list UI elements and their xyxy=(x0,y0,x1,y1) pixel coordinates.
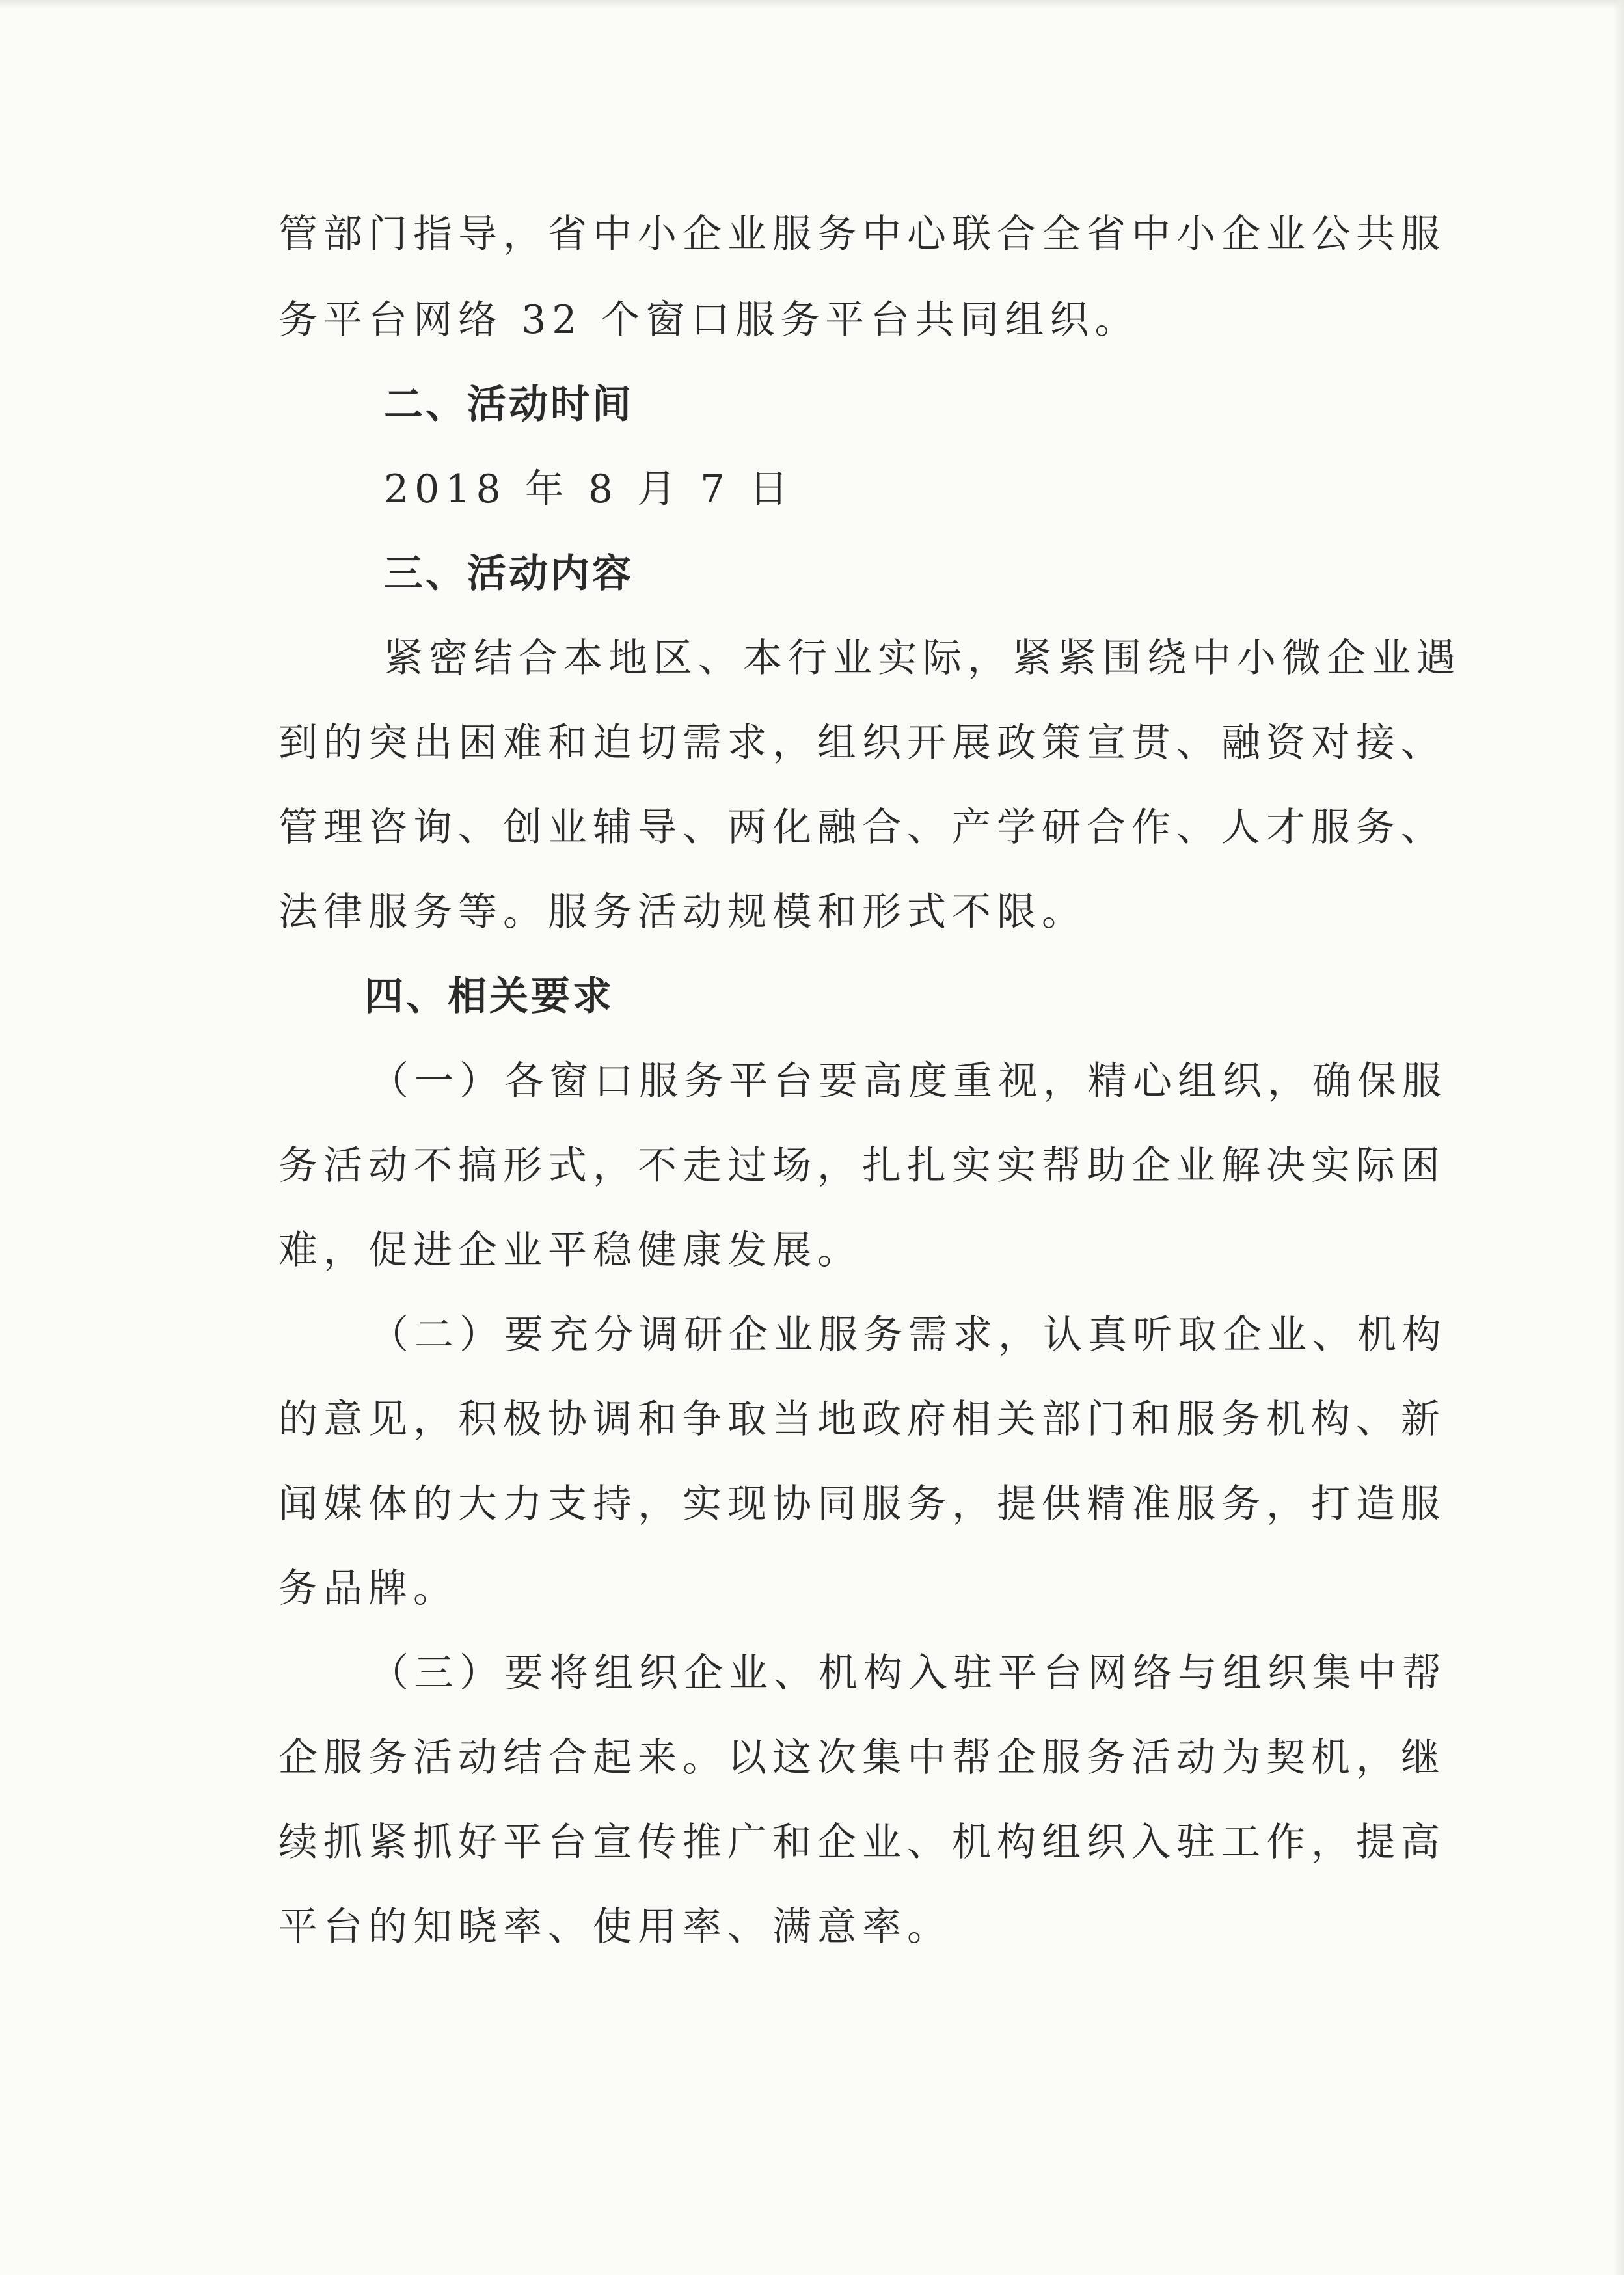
body-line: 法律服务等。服务活动规模和形式不限。 xyxy=(278,889,1087,935)
body-line: （一）各窗口服务平台要高度重视，精心组织，确保服 xyxy=(370,1058,1447,1104)
body-line: 平台的知晓率、使用率、满意率。 xyxy=(278,1904,952,1950)
body-line: 务活动不搞形式，不走过场，扎扎实实帮助企业解决实际困 xyxy=(278,1143,1446,1189)
body-line: 紧密结合本地区、本行业实际，紧紧围绕中小微企业遇 xyxy=(384,636,1461,681)
body-line: 到的突出困难和迫切需求，组织开展政策宣贯、融资对接、 xyxy=(278,720,1446,766)
scan-edge-right xyxy=(1612,0,1624,2275)
body-line: 务平台网络 32 个窗口服务平台共同组织。 xyxy=(278,297,1140,343)
section-heading-content: 三、活动内容 xyxy=(384,551,634,597)
event-date: 2018 年 8 月 7 日 xyxy=(384,466,794,512)
body-line: 续抓紧抓好平台宣传推广和企业、机构组织入驻工作，提高 xyxy=(278,1820,1446,1865)
body-line: 的意见，积极协调和争取当地政府相关部门和服务机构、新 xyxy=(278,1397,1446,1442)
section-heading-time: 二、活动时间 xyxy=(384,382,634,427)
body-line: （二）要充分调研企业服务需求，认真听取企业、机构 xyxy=(370,1312,1447,1358)
body-line: 管理咨询、创业辅导、两化融合、产学研合作、人才服务、 xyxy=(278,805,1446,850)
body-line: 管部门指导，省中小企业服务中心联合全省中小企业公共服 xyxy=(278,211,1446,257)
body-line: （三）要将组织企业、机构入驻平台网络与组织集中帮 xyxy=(370,1650,1447,1696)
scan-edge-top xyxy=(0,0,1624,9)
body-line: 闻媒体的大力支持，实现协同服务，提供精准服务，打造服 xyxy=(278,1481,1446,1527)
body-line: 务品牌。 xyxy=(278,1566,458,1611)
section-heading-requirements: 四、相关要求 xyxy=(364,974,614,1019)
body-line: 企服务活动结合起来。以这次集中帮企服务活动为契机，继 xyxy=(278,1735,1446,1781)
body-line: 难，促进企业平稳健康发展。 xyxy=(278,1228,862,1273)
